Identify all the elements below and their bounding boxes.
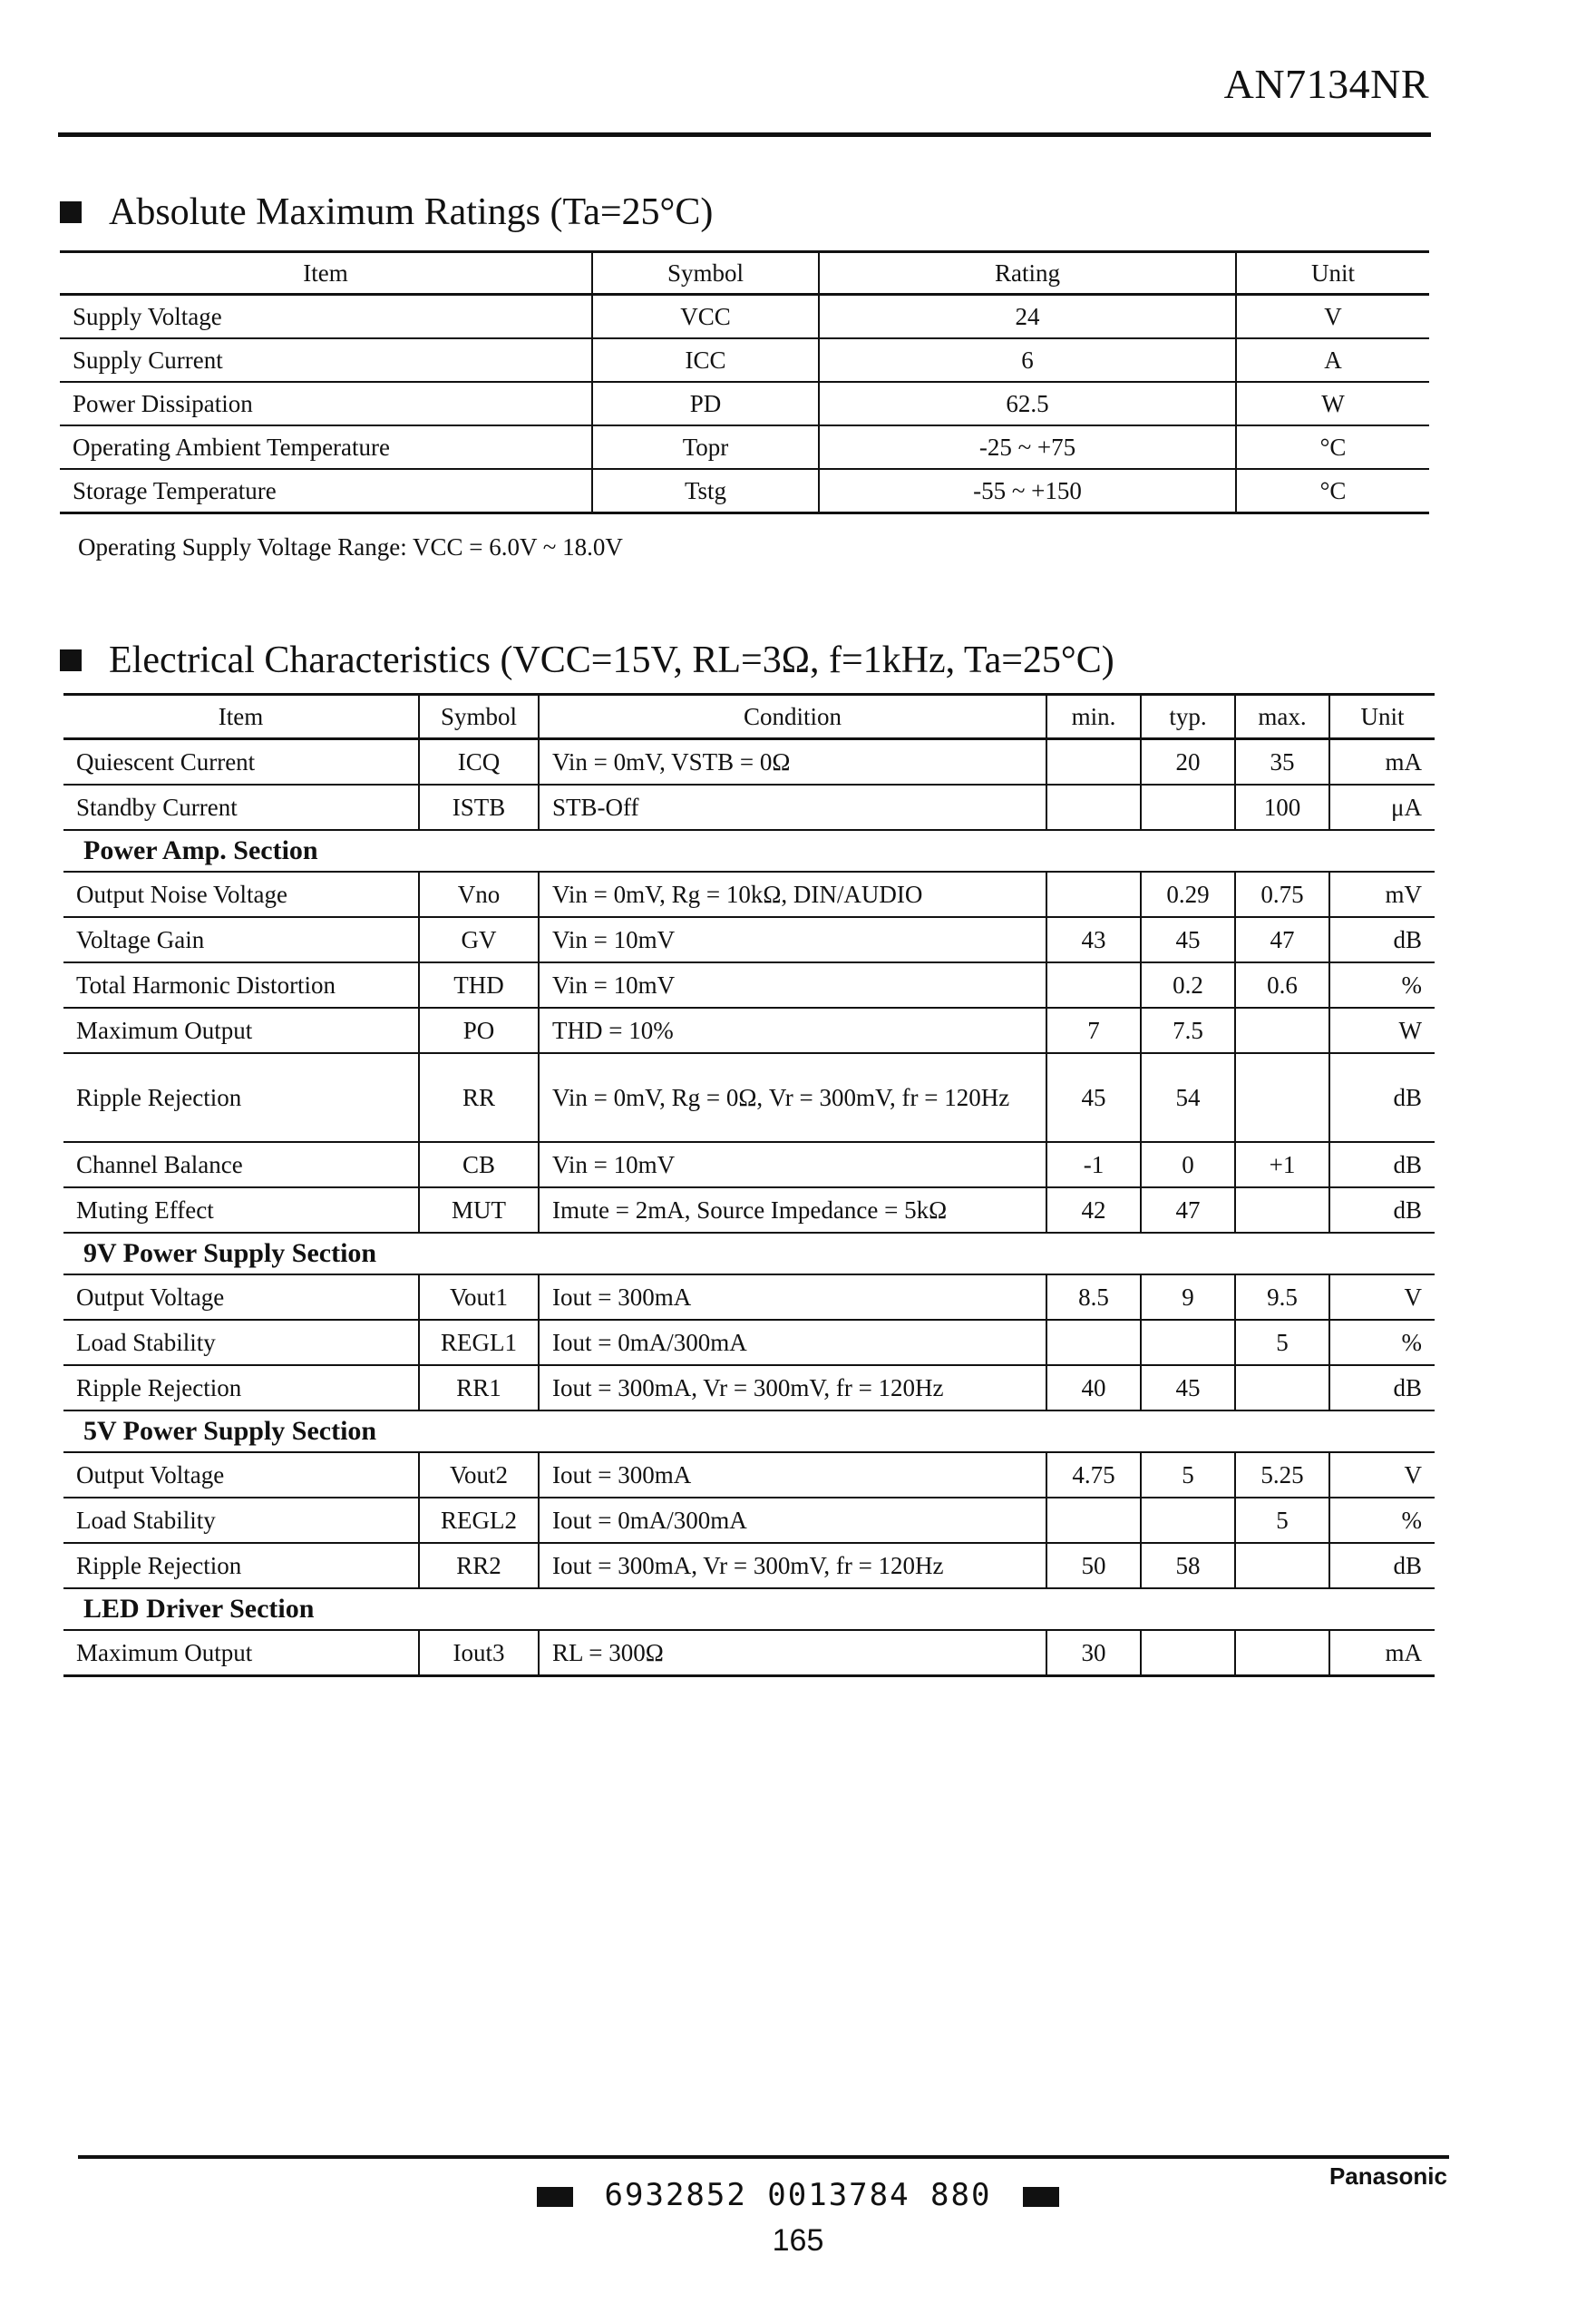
table-header-row: [63, 695, 1435, 739]
symbol-cell: ICC: [592, 338, 819, 382]
condition-cell: THD = 10%: [539, 1008, 1046, 1053]
table-row: [63, 917, 1435, 962]
table-row: [60, 338, 1429, 382]
symbol-cell: PO: [419, 1008, 539, 1053]
unit-cell: dB: [1329, 1053, 1435, 1142]
symbol-cell: REGL2: [419, 1498, 539, 1543]
symbol-cell: VCC: [592, 295, 819, 339]
unit-cell: dB: [1329, 1142, 1435, 1187]
min-cell: 30: [1046, 1630, 1141, 1676]
typ-cell: [1141, 785, 1235, 830]
table-row: [63, 1452, 1435, 1498]
item-cell: Maximum Output: [63, 1630, 419, 1676]
condition-cell: Vin = 10mV: [539, 1142, 1046, 1187]
table-row: [63, 1274, 1435, 1320]
symbol-cell: ISTB: [419, 785, 539, 830]
table-row: [63, 872, 1435, 917]
min-cell: [1046, 785, 1141, 830]
min-cell: 7: [1046, 1008, 1141, 1053]
typ-cell: 45: [1141, 1365, 1235, 1410]
unit-cell: dB: [1329, 1365, 1435, 1410]
unit-cell: %: [1329, 962, 1435, 1008]
typ-cell: 47: [1141, 1187, 1235, 1233]
max-cell: 5.25: [1235, 1452, 1329, 1498]
condition-cell: Imute = 2mA, Source Impedance = 5kΩ: [539, 1187, 1046, 1233]
item-cell: Standby Current: [63, 785, 419, 830]
min-cell: 40: [1046, 1365, 1141, 1410]
column-header: Condition: [539, 695, 1046, 739]
table-row: [63, 1498, 1435, 1543]
table-row: [60, 382, 1429, 425]
section-row: [63, 830, 1435, 872]
unit-cell: V: [1329, 1274, 1435, 1320]
item-cell: Supply Voltage: [60, 295, 592, 339]
table-row: [63, 1053, 1435, 1142]
table-row: [63, 1365, 1435, 1410]
rating-cell: 6: [819, 338, 1236, 382]
rating-cell: 62.5: [819, 382, 1236, 425]
abs-max-heading-row: [60, 190, 713, 234]
brand-name: Panasonic: [1328, 2162, 1447, 2190]
max-cell: +1: [1235, 1142, 1329, 1187]
min-cell: 4.75: [1046, 1452, 1141, 1498]
supply-voltage-range-note: Operating Supply Voltage Range: VCC = 6.0V ~ 18.0V: [78, 533, 623, 561]
unit-cell: °C: [1236, 425, 1429, 469]
table-row: [63, 1543, 1435, 1588]
symbol-cell: CB: [419, 1142, 539, 1187]
column-header: Symbol: [592, 252, 819, 295]
unit-cell: mA: [1329, 1630, 1435, 1676]
table-row: [63, 1320, 1435, 1365]
min-cell: [1046, 739, 1141, 786]
section-title: 9V Power Supply Section: [63, 1233, 1435, 1274]
unit-cell: mA: [1329, 739, 1435, 786]
typ-cell: 5: [1141, 1452, 1235, 1498]
condition-cell: Vin = 10mV: [539, 962, 1046, 1008]
typ-cell: 0.29: [1141, 872, 1235, 917]
unit-cell: %: [1329, 1320, 1435, 1365]
header-rule: [58, 132, 1431, 137]
section-row: [63, 1588, 1435, 1630]
max-cell: 5: [1235, 1498, 1329, 1543]
column-header: max.: [1235, 695, 1329, 739]
condition-cell: Iout = 0mA/300mA: [539, 1320, 1046, 1365]
item-cell: Total Harmonic Distortion: [63, 962, 419, 1008]
min-cell: -1: [1046, 1142, 1141, 1187]
part-number: AN7134NR: [1223, 61, 1429, 107]
max-cell: [1235, 1365, 1329, 1410]
condition-cell: Iout = 0mA/300mA: [539, 1498, 1046, 1543]
unit-cell: V: [1329, 1452, 1435, 1498]
min-cell: 45: [1046, 1053, 1141, 1142]
condition-cell: Vin = 10mV: [539, 917, 1046, 962]
item-cell: Maximum Output: [63, 1008, 419, 1053]
table-row: [63, 1187, 1435, 1233]
max-cell: [1235, 1008, 1329, 1053]
table-row: [60, 295, 1429, 339]
section-row: [63, 1410, 1435, 1452]
condition-cell: Vin = 0mV, Rg = 10kΩ, DIN/AUDIO: [539, 872, 1046, 917]
barcode-text: 6932852 0013784 880: [604, 2177, 992, 2213]
max-cell: 5: [1235, 1320, 1329, 1365]
symbol-cell: RR1: [419, 1365, 539, 1410]
item-cell: Load Stability: [63, 1498, 419, 1543]
item-cell: Output Voltage: [63, 1452, 419, 1498]
condition-cell: Vin = 0mV, VSTB = 0Ω: [539, 739, 1046, 786]
section-title: LED Driver Section: [63, 1588, 1435, 1630]
typ-cell: [1141, 1630, 1235, 1676]
rating-cell: -25 ~ +75: [819, 425, 1236, 469]
rating-cell: 24: [819, 295, 1236, 339]
column-header: Item: [60, 252, 592, 295]
symbol-cell: ICQ: [419, 739, 539, 786]
symbol-cell: RR2: [419, 1543, 539, 1588]
max-cell: [1235, 1543, 1329, 1588]
min-cell: [1046, 872, 1141, 917]
item-cell: Load Stability: [63, 1320, 419, 1365]
condition-cell: STB-Off: [539, 785, 1046, 830]
column-header: Unit: [1236, 252, 1429, 295]
section-title: Power Amp. Section: [63, 830, 1435, 872]
symbol-cell: PD: [592, 382, 819, 425]
item-cell: Ripple Rejection: [63, 1543, 419, 1588]
condition-cell: Vin = 0mV, Rg = 0Ω, Vr = 300mV, fr = 120Hz: [539, 1053, 1046, 1142]
column-header: Item: [63, 695, 419, 739]
table-header-row: [60, 252, 1429, 295]
unit-cell: mV: [1329, 872, 1435, 917]
symbol-cell: Vout2: [419, 1452, 539, 1498]
table-row: [60, 425, 1429, 469]
square-bullet-icon: [60, 201, 82, 223]
item-cell: Quiescent Current: [63, 739, 419, 786]
max-cell: 47: [1235, 917, 1329, 962]
column-header: typ.: [1141, 695, 1235, 739]
max-cell: [1235, 1187, 1329, 1233]
unit-cell: μA: [1329, 785, 1435, 830]
square-bullet-icon: [60, 649, 82, 671]
min-cell: 50: [1046, 1543, 1141, 1588]
condition-cell: Iout = 300mA, Vr = 300mV, fr = 120Hz: [539, 1543, 1046, 1588]
typ-cell: 9: [1141, 1274, 1235, 1320]
typ-cell: [1141, 1498, 1235, 1543]
item-cell: Operating Ambient Temperature: [60, 425, 592, 469]
symbol-cell: Topr: [592, 425, 819, 469]
symbol-cell: Iout3: [419, 1630, 539, 1676]
min-cell: 42: [1046, 1187, 1141, 1233]
typ-cell: 0: [1141, 1142, 1235, 1187]
typ-cell: [1141, 1320, 1235, 1365]
condition-cell: Iout = 300mA: [539, 1452, 1046, 1498]
min-cell: [1046, 1320, 1141, 1365]
unit-cell: V: [1236, 295, 1429, 339]
item-cell: Voltage Gain: [63, 917, 419, 962]
max-cell: 100: [1235, 785, 1329, 830]
symbol-cell: REGL1: [419, 1320, 539, 1365]
abs-max-table: [60, 250, 1429, 514]
rating-cell: -55 ~ +150: [819, 469, 1236, 513]
page-number: 165: [772, 2223, 824, 2258]
symbol-cell: Vout1: [419, 1274, 539, 1320]
footer-rule: [78, 2155, 1449, 2159]
section-row: [63, 1233, 1435, 1274]
unit-cell: dB: [1329, 1187, 1435, 1233]
symbol-cell: MUT: [419, 1187, 539, 1233]
column-header: Rating: [819, 252, 1236, 295]
min-cell: 43: [1046, 917, 1141, 962]
item-cell: Ripple Rejection: [63, 1365, 419, 1410]
elec-heading: Electrical Characteristics (VCC=15V, RL=3Ω, f=1kHz, Ta=25°C): [109, 639, 1114, 681]
abs-max-heading: Absolute Maximum Ratings (Ta=25°C): [109, 191, 714, 233]
typ-cell: 58: [1141, 1543, 1235, 1588]
unit-cell: A: [1236, 338, 1429, 382]
item-cell: Power Dissipation: [60, 382, 592, 425]
symbol-cell: GV: [419, 917, 539, 962]
max-cell: 9.5: [1235, 1274, 1329, 1320]
symbol-cell: THD: [419, 962, 539, 1008]
unit-cell: °C: [1236, 469, 1429, 513]
typ-cell: 7.5: [1141, 1008, 1235, 1053]
typ-cell: 54: [1141, 1053, 1235, 1142]
table-row: [63, 785, 1435, 830]
item-cell: Storage Temperature: [60, 469, 592, 513]
min-cell: 8.5: [1046, 1274, 1141, 1320]
max-cell: [1235, 1630, 1329, 1676]
typ-cell: 45: [1141, 917, 1235, 962]
max-cell: [1235, 1053, 1329, 1142]
electrical-characteristics-table: [63, 693, 1435, 1677]
table-row: [63, 1142, 1435, 1187]
item-cell: Output Voltage: [63, 1274, 419, 1320]
max-cell: 0.6: [1235, 962, 1329, 1008]
max-cell: 35: [1235, 739, 1329, 786]
typ-cell: 0.2: [1141, 962, 1235, 1008]
unit-cell: %: [1329, 1498, 1435, 1543]
table-row: [63, 1630, 1435, 1676]
item-cell: Supply Current: [60, 338, 592, 382]
min-cell: [1046, 962, 1141, 1008]
table-row: [63, 739, 1435, 786]
section-title: 5V Power Supply Section: [63, 1410, 1435, 1452]
typ-cell: 20: [1141, 739, 1235, 786]
unit-cell: dB: [1329, 1543, 1435, 1588]
unit-cell: W: [1329, 1008, 1435, 1053]
item-cell: Ripple Rejection: [63, 1053, 419, 1142]
elec-heading-row: [60, 639, 1114, 682]
max-cell: 0.75: [1235, 872, 1329, 917]
item-cell: Muting Effect: [63, 1187, 419, 1233]
condition-cell: RL = 300Ω: [539, 1630, 1046, 1676]
symbol-cell: Vno: [419, 872, 539, 917]
table-row: [63, 962, 1435, 1008]
condition-cell: Iout = 300mA, Vr = 300mV, fr = 120Hz: [539, 1365, 1046, 1410]
condition-cell: Iout = 300mA: [539, 1274, 1046, 1320]
column-header: Unit: [1329, 695, 1435, 739]
column-header: min.: [1046, 695, 1141, 739]
symbol-cell: Tstg: [592, 469, 819, 513]
item-cell: Output Noise Voltage: [63, 872, 419, 917]
column-header: Symbol: [419, 695, 539, 739]
symbol-cell: RR: [419, 1053, 539, 1142]
table-row: [60, 469, 1429, 513]
table-row: [63, 1008, 1435, 1053]
square-block-icon: [537, 2187, 573, 2207]
item-cell: Channel Balance: [63, 1142, 419, 1187]
square-block-icon: [1023, 2187, 1059, 2207]
unit-cell: dB: [1329, 917, 1435, 962]
unit-cell: W: [1236, 382, 1429, 425]
min-cell: [1046, 1498, 1141, 1543]
